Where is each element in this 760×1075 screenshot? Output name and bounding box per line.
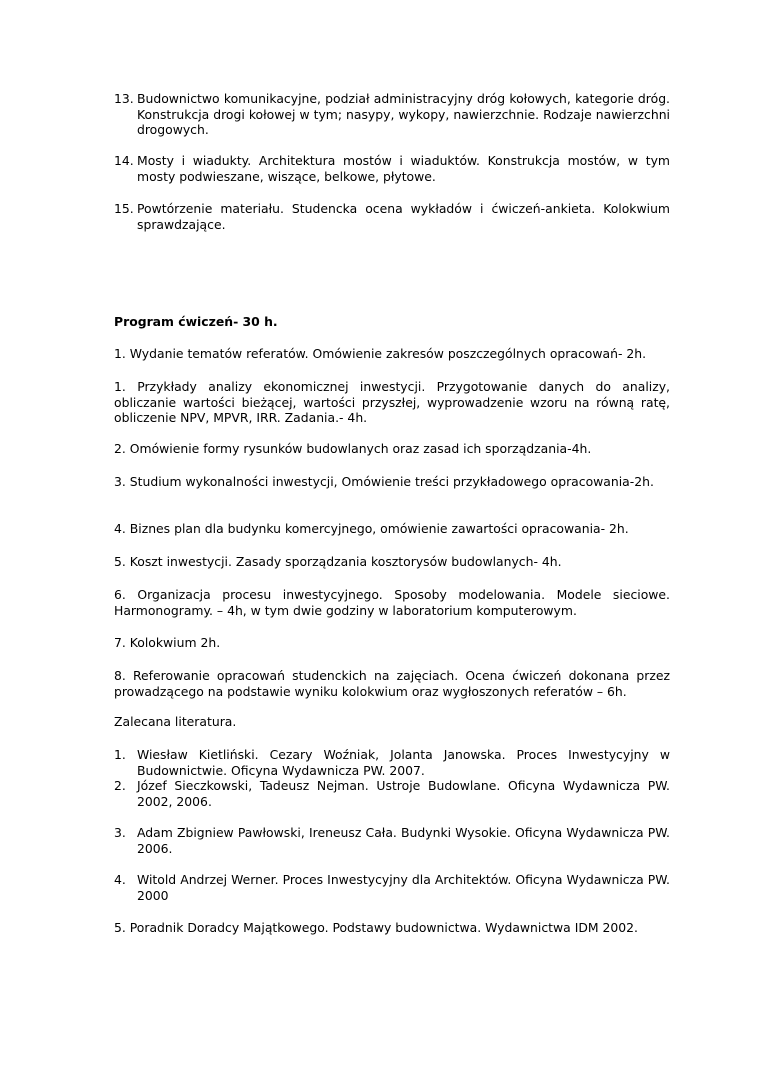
lecture-item-15 — [114, 201, 670, 232]
exercise-item: 3. Studium wykonalności inwestycji, Omówienie treści przykładowego opracowania-2h. — [114, 474, 654, 489]
literature-item-5: 5. Poradnik Doradcy Majątkowego. Podstawy budownictwa. Wydawnictwa IDM 2002. — [114, 920, 638, 935]
literature-item-4 — [114, 872, 670, 903]
lecture-item-text: Mosty i wiadukty. Architektura mostów i wiaduktów. Konstrukcja mostów, w tym mosty podwieszane, wiszące, belkowe, płytowe. — [137, 153, 670, 184]
lecture-item-number: 13. — [114, 91, 134, 106]
literature-item-number: 2. — [114, 778, 126, 793]
literature-item-2 — [114, 778, 670, 809]
literature-item-number: 1. — [114, 747, 126, 762]
literature-item-number: 4. — [114, 872, 126, 887]
exercise-item: 5. Koszt inwestycji. Zasady sporządzania kosztorysów budowlanych- 4h. — [114, 554, 562, 569]
lecture-item-13 — [114, 91, 670, 138]
lecture-item-14 — [114, 153, 670, 184]
literature-item-text: Józef Sieczkowski, Tadeusz Nejman. Ustroje Budowlane. Oficyna Wydawnicza PW. 2002, 2006. — [137, 778, 670, 809]
exercises-heading: Program ćwiczeń- 30 h. — [114, 314, 278, 329]
exercise-item: 4. Biznes plan dla budynku komercyjnego, omówienie zawartości opracowania- 2h. — [114, 521, 629, 536]
lecture-item-text: Powtórzenie materiału. Studencka ocena wykładów i ćwiczeń-ankieta. Kolokwium sprawdzające. — [137, 201, 670, 232]
lecture-item-text: Budownictwo komunikacyjne, podział administracyjny dróg kołowych, kategorie dróg. Konstrukcja drogi kołowej w tym; nasypy, wykopy, nawierzchnie. Rodzaje nawierzchni drogowych. — [137, 91, 670, 138]
literature-item-number: 3. — [114, 825, 126, 840]
literature-item-text: Wiesław Kietliński. Cezary Woźniak, Jolanta Janowska. Proces Inwestycyjny w Budownictwie. Oficyna Wydawnicza PW. 2007. — [137, 747, 670, 778]
exercise-item: 1. Wydanie tematów referatów. Omówienie zakresów poszczególnych opracowań- 2h. — [114, 346, 647, 361]
exercise-item: 7. Kolokwium 2h. — [114, 635, 221, 650]
literature-item-3 — [114, 825, 670, 856]
literature-item-text: Witold Andrzej Werner. Proces Inwestycyjny dla Architektów. Oficyna Wydawnicza PW. 2000 — [137, 872, 670, 903]
lecture-item-number: 14. — [114, 153, 134, 168]
exercise-item: 1. Przykłady analizy ekonomicznej inwestycji. Przygotowanie danych do analizy, obliczanie wartości bieżącej, wartości przyszłej, wyprowadzenie wzoru na równą ratę, obliczenie NPV, MPVR, IRR. Zadania.- 4h. — [114, 379, 670, 426]
literature-item-1 — [114, 747, 670, 778]
exercise-item: 2. Omówienie formy rysunków budowlanych oraz zasad ich sporządzania-4h. — [114, 441, 592, 456]
literature-heading: Zalecana literatura. — [114, 714, 237, 729]
exercise-item: 6. Organizacja procesu inwestycyjnego. Sposoby modelowania. Modele sieciowe. Harmonogramy. – 4h, w tym dwie godziny w laboratorium komputerowym. — [114, 587, 670, 618]
literature-item-text: Adam Zbigniew Pawłowski, Ireneusz Cała. Budynki Wysokie. Oficyna Wydawnicza PW. 2006. — [137, 825, 670, 856]
lecture-item-number: 15. — [114, 201, 134, 216]
exercise-item: 8. Referowanie opracowań studenckich na zajęciach. Ocena ćwiczeń dokonana przez prowadzącego na podstawie wyniku kolokwium oraz wygłoszonych referatów – 6h. — [114, 668, 670, 699]
